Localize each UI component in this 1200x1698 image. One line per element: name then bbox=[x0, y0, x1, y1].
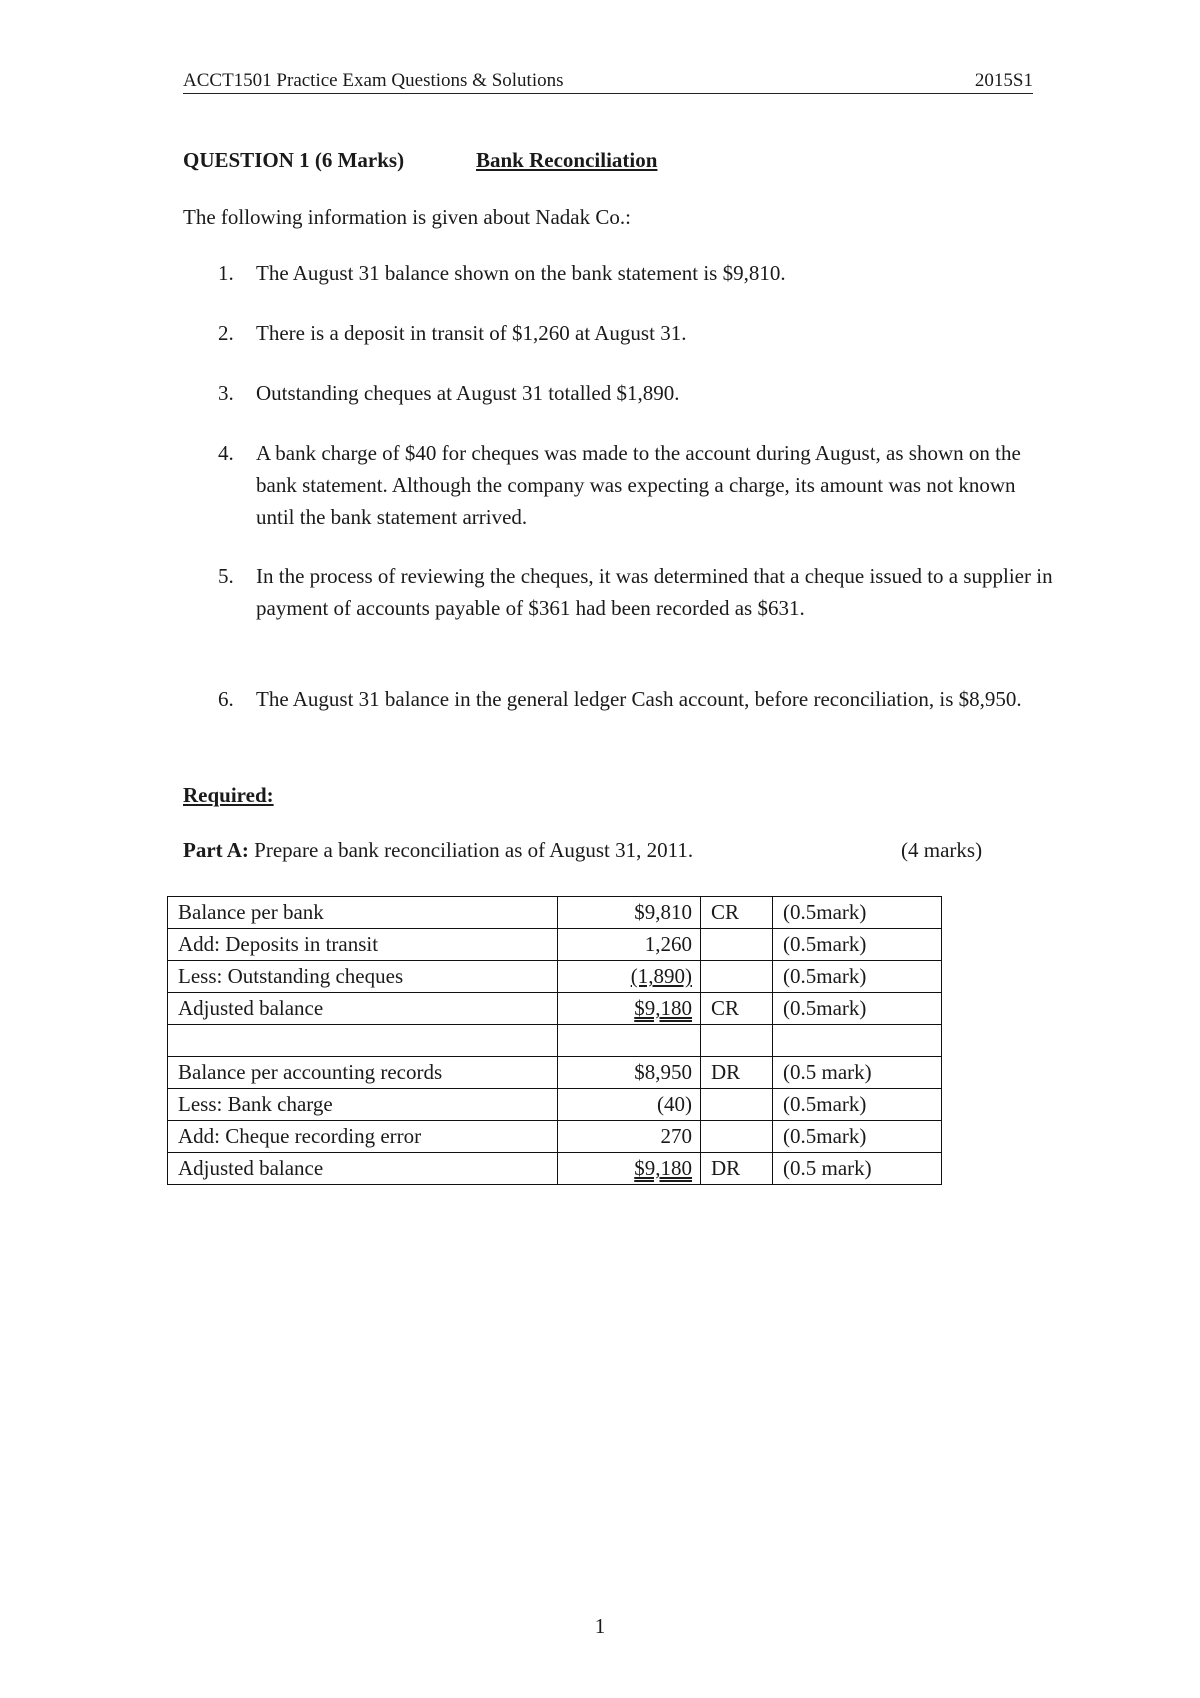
row-dr-cr-text: CR bbox=[711, 996, 740, 1020]
row-description-text: Balance per bank bbox=[178, 900, 324, 924]
list-item-text: Outstanding cheques at August 31 totalled $1,890. bbox=[256, 381, 680, 405]
row-description bbox=[168, 1057, 558, 1089]
row-amount bbox=[558, 929, 701, 961]
row-mark-text: (0.5mark) bbox=[783, 996, 867, 1020]
row-amount-text: $9,180 bbox=[634, 1156, 692, 1180]
table-row bbox=[168, 1025, 942, 1057]
row-dr-cr bbox=[701, 961, 773, 993]
list-item-number: 3. bbox=[218, 381, 234, 405]
row-mark-text: (0.5mark) bbox=[783, 964, 867, 988]
row-description-text: Add: Cheque recording error bbox=[178, 1124, 422, 1148]
row-dr-cr-text: DR bbox=[711, 1156, 741, 1180]
row-amount bbox=[558, 993, 701, 1025]
question-title: QUESTION 1 (6 Marks) bbox=[183, 148, 405, 172]
row-mark bbox=[773, 1089, 942, 1121]
row-amount-text: $9,810 bbox=[634, 900, 692, 924]
row-mark-text: (0.5mark) bbox=[783, 1092, 867, 1116]
list-item-number: 4. bbox=[218, 441, 234, 465]
row-amount bbox=[558, 1153, 701, 1185]
header-course-title: ACCT1501 Practice Exam Questions & Solutions bbox=[183, 70, 564, 91]
reconciliation-table-body bbox=[168, 897, 942, 1185]
list-item-text: There is a deposit in transit of $1,260 at August 31. bbox=[256, 321, 687, 345]
list-item-number: 1. bbox=[218, 261, 234, 285]
row-dr-cr bbox=[701, 1057, 773, 1089]
row-description bbox=[168, 961, 558, 993]
row-description-text: Less: Bank charge bbox=[178, 1092, 333, 1116]
row-dr-cr bbox=[701, 1089, 773, 1121]
row-dr-cr bbox=[701, 1025, 773, 1057]
row-amount-text: 270 bbox=[660, 1124, 692, 1148]
part-a-marks: (4 marks) bbox=[901, 838, 983, 862]
row-mark-text: (0.5 mark) bbox=[783, 1156, 872, 1180]
row-mark bbox=[773, 993, 942, 1025]
list-item-text: The August 31 balance in the general ledger Cash account, before reconciliation, is $8,950. bbox=[256, 687, 1022, 711]
table-row bbox=[168, 897, 942, 929]
row-mark bbox=[773, 961, 942, 993]
question-heading bbox=[183, 148, 658, 173]
row-amount bbox=[558, 1057, 701, 1089]
row-amount-text: $9,180 bbox=[634, 996, 692, 1020]
page-number: 1 bbox=[594, 1614, 606, 1638]
list-item-number: 6. bbox=[218, 687, 234, 711]
row-description bbox=[168, 1121, 558, 1153]
row-amount-text: (40) bbox=[657, 1092, 692, 1116]
part-a-text: Prepare a bank reconciliation as of August 31, 2011. bbox=[254, 838, 694, 862]
row-dr-cr bbox=[701, 1153, 773, 1185]
row-mark-text: (0.5 mark) bbox=[783, 1060, 872, 1084]
row-description bbox=[168, 1025, 558, 1057]
row-amount-text: $8,950 bbox=[634, 1060, 692, 1084]
table-row bbox=[168, 961, 942, 993]
row-dr-cr bbox=[701, 897, 773, 929]
part-a-instruction bbox=[183, 838, 1003, 863]
table-row bbox=[168, 993, 942, 1025]
row-description bbox=[168, 1089, 558, 1121]
row-amount bbox=[558, 897, 701, 929]
row-amount bbox=[558, 1025, 701, 1057]
row-mark bbox=[773, 1025, 942, 1057]
row-amount-text: 1,260 bbox=[644, 932, 692, 956]
row-amount bbox=[558, 1121, 701, 1153]
intro-text: The following information is given about Nadak Co.: bbox=[183, 205, 631, 229]
row-dr-cr bbox=[701, 1121, 773, 1153]
row-mark bbox=[773, 1153, 942, 1185]
row-amount bbox=[558, 1089, 701, 1121]
row-description bbox=[168, 929, 558, 961]
row-mark bbox=[773, 1057, 942, 1089]
row-description-text: Add: Deposits in transit bbox=[178, 932, 379, 956]
row-amount-text: (1,890) bbox=[630, 964, 692, 988]
row-description bbox=[168, 897, 558, 929]
list-item-text: The August 31 balance shown on the bank statement is $9,810. bbox=[256, 261, 786, 285]
table-row bbox=[168, 1089, 942, 1121]
list-item-text: In the process of reviewing the cheques, it was determined that a cheque issued to a supplier in payment of accounts payable of $361 had been recorded as $631. bbox=[256, 564, 1053, 620]
row-dr-cr-text: DR bbox=[711, 1060, 741, 1084]
question-subject: Bank Reconciliation bbox=[476, 148, 658, 172]
list-item-number: 2. bbox=[218, 321, 234, 345]
row-mark-text: (0.5mark) bbox=[783, 900, 867, 924]
row-dr-cr bbox=[701, 993, 773, 1025]
row-dr-cr-text: CR bbox=[711, 900, 740, 924]
row-mark-text: (0.5mark) bbox=[783, 932, 867, 956]
header-term: 2015S1 bbox=[974, 70, 1033, 91]
table-row bbox=[168, 1153, 942, 1185]
row-mark bbox=[773, 897, 942, 929]
list-item-number: 5. bbox=[218, 564, 234, 588]
row-mark bbox=[773, 929, 942, 961]
row-mark bbox=[773, 1121, 942, 1153]
row-mark-text: (0.5mark) bbox=[783, 1124, 867, 1148]
row-description-text: Adjusted balance bbox=[178, 996, 324, 1020]
row-dr-cr bbox=[701, 929, 773, 961]
row-description bbox=[168, 1153, 558, 1185]
reconciliation-table bbox=[167, 896, 942, 1185]
table-row bbox=[168, 929, 942, 961]
page-header bbox=[183, 70, 1033, 94]
row-description bbox=[168, 993, 558, 1025]
list-item-text: A bank charge of $40 for cheques was made to the account during August, as shown on the bank statement. Although the company was expecting a charge, its amount was not known until the bank statement arrived. bbox=[256, 441, 1021, 529]
table-row bbox=[168, 1121, 942, 1153]
row-description-text: Less: Outstanding cheques bbox=[178, 964, 404, 988]
row-description-text: Balance per accounting records bbox=[178, 1060, 443, 1084]
row-description-text: Adjusted balance bbox=[178, 1156, 324, 1180]
required-heading: Required: bbox=[183, 783, 274, 807]
table-row bbox=[168, 1057, 942, 1089]
part-a-label: Part A: bbox=[183, 838, 249, 862]
row-amount bbox=[558, 961, 701, 993]
